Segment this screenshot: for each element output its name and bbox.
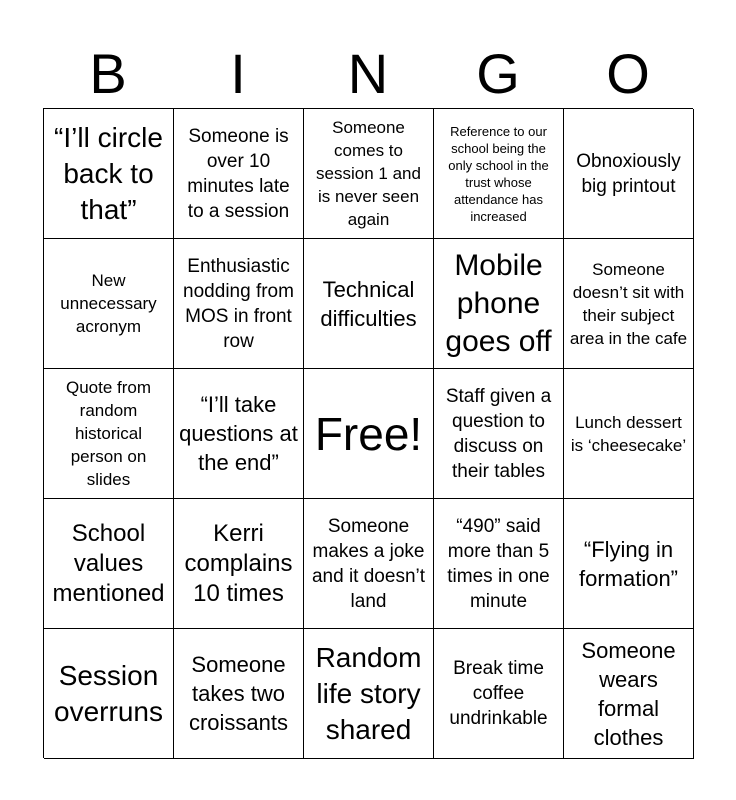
header-letter-o: O (606, 42, 650, 105)
bingo-board (43, 108, 693, 758)
bingo-cell[interactable] (44, 109, 174, 239)
bingo-cell[interactable] (174, 239, 304, 369)
bingo-cell-text: Enthusiastic nodding from MOS in front row (183, 255, 294, 352)
bingo-cell-text: “I’ll take questions at the end” (179, 392, 298, 475)
bingo-cell[interactable] (564, 629, 694, 759)
bingo-cell-text: “I’ll circle back to that” (54, 121, 163, 225)
bingo-cell-text: Someone comes to session 1 and is never seen again (316, 118, 421, 229)
bingo-cell-text: Kerri complains 10 times (184, 519, 293, 607)
bingo-cell-text: Random life story shared (315, 641, 422, 745)
bingo-cell[interactable] (304, 239, 434, 369)
bingo-cell-text: Break time coffee undrinkable (449, 658, 548, 729)
bingo-cell-text: “490” said more than 5 times in one minute (447, 515, 550, 612)
header-letter-i: I (230, 42, 246, 105)
bingo-cell[interactable] (304, 499, 434, 629)
bingo-cell-text: Someone doesn’t sit with their subject area in the cafe (569, 259, 688, 348)
bingo-cell-text: Free! (314, 407, 423, 460)
header-letter-g: G (476, 42, 520, 105)
bingo-cell-text: Someone makes a joke and it doesn’t land (311, 515, 426, 612)
bingo-cell[interactable] (174, 369, 304, 499)
bingo-cell-text: Someone is over 10 minutes late to a session (187, 125, 290, 222)
bingo-cell[interactable] (174, 629, 304, 759)
bingo-cell-text: School values mentioned (52, 519, 165, 607)
bingo-cell-text: Obnoxiously big printout (576, 150, 681, 197)
header-letter-n: N (347, 42, 389, 105)
bingo-cell[interactable] (304, 109, 434, 239)
bingo-cell-text: Mobile phone goes off (445, 248, 552, 358)
bingo-cell-text: Staff given a question to discuss on their tables (445, 385, 552, 482)
bingo-cell[interactable] (434, 369, 564, 499)
bingo-cell[interactable] (564, 109, 694, 239)
bingo-cell-free[interactable] (304, 369, 434, 499)
bingo-cell[interactable] (304, 629, 434, 759)
bingo-cell[interactable] (564, 239, 694, 369)
bingo-cell-text: Session overruns (54, 659, 163, 727)
bingo-cell[interactable] (564, 499, 694, 629)
bingo-cell[interactable] (44, 499, 174, 629)
bingo-cell[interactable] (174, 109, 304, 239)
bingo-cell-text: New unnecessary acronym (60, 271, 157, 336)
bingo-cell[interactable] (434, 499, 564, 629)
bingo-cell-text: Quote from random historical person on slides (65, 378, 152, 489)
bingo-cell[interactable] (44, 239, 174, 369)
bingo-cell[interactable] (434, 629, 564, 759)
header-letter-b: B (89, 42, 127, 105)
bingo-cell-text: Reference to our school being the only school in the trust whose attendance has increased (448, 123, 549, 224)
bingo-cell-text: Lunch dessert is ‘cheesecake’ (570, 412, 687, 455)
bingo-cell[interactable] (44, 629, 174, 759)
bingo-cell[interactable] (44, 369, 174, 499)
bingo-cell-text: Technical difficulties (320, 276, 417, 331)
bingo-cell[interactable] (434, 239, 564, 369)
bingo-header (43, 40, 693, 108)
bingo-cell[interactable] (434, 109, 564, 239)
bingo-cell[interactable] (564, 369, 694, 499)
bingo-cell-text: Someone takes two croissants (188, 652, 289, 735)
bingo-cell-text: Someone wears formal clothes (581, 637, 676, 750)
bingo-cell-text: “Flying in formation” (578, 536, 679, 591)
bingo-cell[interactable] (174, 499, 304, 629)
